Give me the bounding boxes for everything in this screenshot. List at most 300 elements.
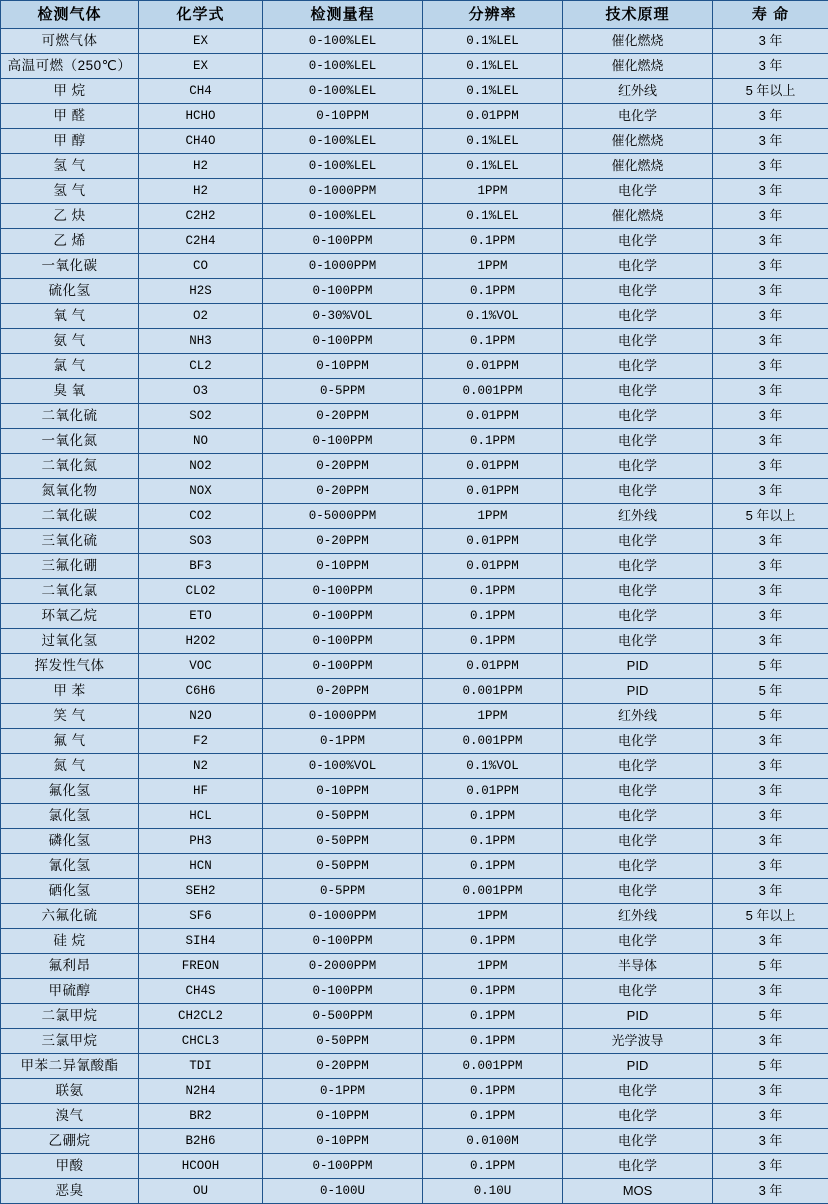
cell-range: 0-100%VOL [263,754,423,779]
cell-technology: 电化学 [563,454,713,479]
cell-lifespan: 3 年 [713,379,828,404]
cell-range: 0-10PPM [263,354,423,379]
cell-formula: NO2 [139,454,263,479]
cell-formula: FREON [139,954,263,979]
cell-formula: NOX [139,479,263,504]
cell-technology: 电化学 [563,1079,713,1104]
table-row [1,54,828,79]
cell-gas: 氟化氢 [1,779,139,804]
cell-gas: 笑 气 [1,704,139,729]
table-row [1,629,828,654]
cell-resolution: 0.1PPM [423,829,563,854]
table-row [1,554,828,579]
cell-range: 0-50PPM [263,1029,423,1054]
cell-technology: 电化学 [563,529,713,554]
cell-resolution: 0.1PPM [423,1104,563,1129]
cell-lifespan: 3 年 [713,554,828,579]
cell-formula: NH3 [139,329,263,354]
cell-lifespan: 3 年 [713,204,828,229]
cell-lifespan: 3 年 [713,854,828,879]
cell-formula: CL2 [139,354,263,379]
cell-resolution: 1PPM [423,904,563,929]
cell-range: 0-20PPM [263,454,423,479]
cell-resolution: 0.01PPM [423,529,563,554]
cell-formula: CH2CL2 [139,1004,263,1029]
table-row [1,179,828,204]
cell-gas: 三氧化硫 [1,529,139,554]
cell-range: 0-100%LEL [263,204,423,229]
cell-range: 0-100PPM [263,604,423,629]
cell-technology: 红外线 [563,79,713,104]
cell-gas: 甲 醇 [1,129,139,154]
cell-gas: 二氧化碳 [1,504,139,529]
cell-range: 0-10PPM [263,1104,423,1129]
cell-resolution: 0.1PPM [423,804,563,829]
cell-resolution: 0.01PPM [423,404,563,429]
table-row [1,454,828,479]
cell-range: 0-50PPM [263,829,423,854]
cell-resolution: 0.001PPM [423,679,563,704]
cell-gas: 二氯甲烷 [1,1004,139,1029]
cell-lifespan: 3 年 [713,429,828,454]
table-row [1,854,828,879]
cell-lifespan: 3 年 [713,929,828,954]
cell-formula: NO [139,429,263,454]
cell-formula: HCHO [139,104,263,129]
cell-technology: 催化燃烧 [563,204,713,229]
cell-gas: 氨 气 [1,329,139,354]
cell-gas: 乙硼烷 [1,1129,139,1154]
cell-range: 0-20PPM [263,479,423,504]
column-header-technology: 技术原理 [563,1,713,29]
cell-lifespan: 3 年 [713,829,828,854]
cell-resolution: 1PPM [423,504,563,529]
cell-resolution: 1PPM [423,954,563,979]
cell-resolution: 0.1PPM [423,329,563,354]
cell-gas: 环氧乙烷 [1,604,139,629]
table-row [1,479,828,504]
cell-formula: O2 [139,304,263,329]
cell-gas: 二氧化氮 [1,454,139,479]
cell-range: 0-5PPM [263,379,423,404]
cell-resolution: 0.001PPM [423,729,563,754]
table-row [1,304,828,329]
cell-technology: PID [563,1004,713,1029]
cell-resolution: 0.001PPM [423,1054,563,1079]
cell-resolution: 0.1%LEL [423,54,563,79]
cell-resolution: 0.1%LEL [423,79,563,104]
column-header-gas: 检测气体 [1,1,139,29]
cell-gas: 硫化氢 [1,279,139,304]
cell-formula: TDI [139,1054,263,1079]
cell-technology: PID [563,1054,713,1079]
cell-lifespan: 3 年 [713,979,828,1004]
cell-lifespan: 5 年 [713,1004,828,1029]
table-header-row [1,1,828,29]
cell-lifespan: 3 年 [713,1154,828,1179]
cell-lifespan: 5 年 [713,679,828,704]
cell-gas: 一氧化氮 [1,429,139,454]
cell-resolution: 0.1PPM [423,979,563,1004]
cell-formula: O3 [139,379,263,404]
cell-range: 0-10PPM [263,779,423,804]
cell-gas: 氟利昂 [1,954,139,979]
cell-range: 0-20PPM [263,1054,423,1079]
cell-technology: 电化学 [563,829,713,854]
cell-formula: N2H4 [139,1079,263,1104]
cell-technology: 电化学 [563,354,713,379]
cell-lifespan: 5 年 [713,654,828,679]
cell-gas: 可燃气体 [1,29,139,54]
cell-lifespan: 3 年 [713,779,828,804]
table-row [1,979,828,1004]
cell-gas: 过氧化氢 [1,629,139,654]
cell-resolution: 1PPM [423,179,563,204]
table-row [1,604,828,629]
cell-formula: CH4S [139,979,263,1004]
cell-technology: 催化燃烧 [563,154,713,179]
cell-resolution: 0.01PPM [423,104,563,129]
cell-lifespan: 3 年 [713,1079,828,1104]
cell-lifespan: 3 年 [713,454,828,479]
cell-technology: 电化学 [563,1104,713,1129]
cell-lifespan: 3 年 [713,229,828,254]
cell-technology: 电化学 [563,279,713,304]
table-row [1,1004,828,1029]
cell-technology: 红外线 [563,704,713,729]
cell-range: 0-10PPM [263,1129,423,1154]
cell-technology: 电化学 [563,1154,713,1179]
cell-technology: 电化学 [563,104,713,129]
table-row [1,204,828,229]
cell-resolution: 0.1%LEL [423,154,563,179]
cell-formula: HCN [139,854,263,879]
cell-formula: CO [139,254,263,279]
cell-resolution: 0.1PPM [423,1154,563,1179]
cell-gas: 二氧化硫 [1,404,139,429]
table-row [1,1079,828,1104]
table-row [1,254,828,279]
table-row [1,579,828,604]
table-row [1,1154,828,1179]
table-row [1,729,828,754]
cell-lifespan: 5 年 [713,704,828,729]
cell-gas: 臭 氧 [1,379,139,404]
cell-technology: 电化学 [563,629,713,654]
cell-range: 0-100PPM [263,654,423,679]
cell-gas: 甲 醛 [1,104,139,129]
cell-lifespan: 3 年 [713,1029,828,1054]
cell-formula: C6H6 [139,679,263,704]
cell-resolution: 0.001PPM [423,379,563,404]
cell-gas: 氯化氢 [1,804,139,829]
cell-range: 0-20PPM [263,529,423,554]
table-row [1,529,828,554]
cell-technology: 催化燃烧 [563,54,713,79]
cell-technology: 光学波导 [563,1029,713,1054]
cell-lifespan: 3 年 [713,354,828,379]
cell-resolution: 0.1%VOL [423,304,563,329]
cell-resolution: 0.1PPM [423,1079,563,1104]
cell-lifespan: 3 年 [713,179,828,204]
cell-range: 0-1PPM [263,729,423,754]
cell-resolution: 0.1%LEL [423,29,563,54]
cell-formula: F2 [139,729,263,754]
cell-range: 0-100%LEL [263,79,423,104]
table-row [1,129,828,154]
table-body [1,29,828,1204]
cell-technology: 电化学 [563,429,713,454]
cell-formula: HCL [139,804,263,829]
cell-technology: 电化学 [563,604,713,629]
cell-gas: 氧 气 [1,304,139,329]
cell-lifespan: 3 年 [713,329,828,354]
cell-formula: SEH2 [139,879,263,904]
cell-gas: 磷化氢 [1,829,139,854]
cell-technology: 电化学 [563,729,713,754]
cell-formula: SF6 [139,904,263,929]
cell-lifespan: 3 年 [713,729,828,754]
cell-resolution: 1PPM [423,704,563,729]
cell-range: 0-50PPM [263,804,423,829]
cell-resolution: 0.1%VOL [423,754,563,779]
cell-resolution: 0.01PPM [423,479,563,504]
cell-gas: 乙 烯 [1,229,139,254]
cell-formula: C2H4 [139,229,263,254]
cell-resolution: 0.1PPM [423,579,563,604]
cell-lifespan: 5 年以上 [713,79,828,104]
cell-gas: 甲酸 [1,1154,139,1179]
cell-range: 0-5000PPM [263,504,423,529]
table-row [1,104,828,129]
cell-lifespan: 5 年 [713,954,828,979]
cell-range: 0-20PPM [263,404,423,429]
cell-resolution: 0.1%LEL [423,204,563,229]
cell-formula: H2 [139,179,263,204]
cell-resolution: 0.10U [423,1179,563,1204]
cell-lifespan: 3 年 [713,104,828,129]
cell-formula: N2 [139,754,263,779]
cell-formula: BF3 [139,554,263,579]
cell-technology: 电化学 [563,879,713,904]
cell-resolution: 0.1PPM [423,229,563,254]
cell-technology: 红外线 [563,904,713,929]
cell-lifespan: 3 年 [713,129,828,154]
cell-lifespan: 3 年 [713,879,828,904]
column-header-resolution: 分辨率 [423,1,563,29]
table-row [1,804,828,829]
cell-resolution: 1PPM [423,254,563,279]
cell-technology: 半导体 [563,954,713,979]
cell-technology: 电化学 [563,179,713,204]
cell-technology: 电化学 [563,929,713,954]
cell-resolution: 0.01PPM [423,454,563,479]
cell-lifespan: 3 年 [713,254,828,279]
table-row [1,1129,828,1154]
cell-formula: VOC [139,654,263,679]
cell-range: 0-2000PPM [263,954,423,979]
table-row [1,354,828,379]
cell-technology: 电化学 [563,254,713,279]
cell-gas: 硅 烷 [1,929,139,954]
cell-range: 0-30%VOL [263,304,423,329]
cell-range: 0-100PPM [263,979,423,1004]
cell-range: 0-1000PPM [263,179,423,204]
cell-gas: 甲硫醇 [1,979,139,1004]
cell-lifespan: 5 年以上 [713,504,828,529]
cell-resolution: 0.1PPM [423,1029,563,1054]
cell-gas: 氢 气 [1,179,139,204]
cell-formula: EX [139,54,263,79]
table-row [1,1179,828,1204]
cell-formula: H2S [139,279,263,304]
table-row [1,679,828,704]
cell-formula: PH3 [139,829,263,854]
cell-technology: 电化学 [563,1129,713,1154]
cell-lifespan: 3 年 [713,29,828,54]
cell-range: 0-100PPM [263,629,423,654]
cell-range: 0-50PPM [263,854,423,879]
cell-range: 0-100%LEL [263,129,423,154]
table-row [1,504,828,529]
cell-formula: BR2 [139,1104,263,1129]
table-row [1,704,828,729]
cell-range: 0-1000PPM [263,704,423,729]
cell-technology: PID [563,654,713,679]
cell-resolution: 0.01PPM [423,354,563,379]
cell-gas: 溴气 [1,1104,139,1129]
cell-technology: MOS [563,1179,713,1204]
table-row [1,754,828,779]
cell-resolution: 0.1PPM [423,929,563,954]
cell-lifespan: 3 年 [713,804,828,829]
cell-technology: 电化学 [563,754,713,779]
table-row [1,954,828,979]
cell-resolution: 0.1PPM [423,604,563,629]
cell-gas: 甲苯二异氰酸酯 [1,1054,139,1079]
cell-lifespan: 3 年 [713,304,828,329]
table-row [1,404,828,429]
cell-lifespan: 3 年 [713,1104,828,1129]
cell-range: 0-10PPM [263,554,423,579]
cell-resolution: 0.0100M [423,1129,563,1154]
cell-range: 0-100%LEL [263,54,423,79]
cell-lifespan: 5 年以上 [713,904,828,929]
cell-gas: 一氧化碳 [1,254,139,279]
table-row [1,904,828,929]
cell-lifespan: 3 年 [713,279,828,304]
cell-technology: 电化学 [563,579,713,604]
cell-technology: 电化学 [563,779,713,804]
cell-range: 0-100PPM [263,579,423,604]
cell-gas: 挥发性气体 [1,654,139,679]
cell-formula: SIH4 [139,929,263,954]
cell-technology: 电化学 [563,229,713,254]
cell-range: 0-100%LEL [263,154,423,179]
cell-gas: 高温可燃（250℃） [1,54,139,79]
cell-formula: B2H6 [139,1129,263,1154]
cell-technology: 电化学 [563,479,713,504]
cell-gas: 氮氧化物 [1,479,139,504]
column-header-formula: 化学式 [139,1,263,29]
cell-technology: 电化学 [563,379,713,404]
cell-gas: 联氨 [1,1079,139,1104]
table-row [1,1029,828,1054]
cell-gas: 硒化氢 [1,879,139,904]
table-row [1,279,828,304]
table-row [1,29,828,54]
cell-formula: HCOOH [139,1154,263,1179]
cell-range: 0-100PPM [263,229,423,254]
cell-formula: CH4O [139,129,263,154]
table-row [1,829,828,854]
cell-resolution: 0.1PPM [423,629,563,654]
table-row [1,229,828,254]
cell-technology: 电化学 [563,404,713,429]
cell-formula: CH4 [139,79,263,104]
table-row [1,79,828,104]
cell-lifespan: 3 年 [713,754,828,779]
cell-range: 0-100U [263,1179,423,1204]
table-row [1,1104,828,1129]
cell-lifespan: 3 年 [713,529,828,554]
table-row [1,779,828,804]
cell-formula: CHCL3 [139,1029,263,1054]
table-row [1,1054,828,1079]
cell-formula: ETO [139,604,263,629]
table-row [1,654,828,679]
cell-resolution: 0.001PPM [423,879,563,904]
cell-lifespan: 3 年 [713,479,828,504]
cell-gas: 恶臭 [1,1179,139,1204]
cell-range: 0-100%LEL [263,29,423,54]
cell-technology: 催化燃烧 [563,129,713,154]
cell-range: 0-1PPM [263,1079,423,1104]
cell-formula: CLO2 [139,579,263,604]
cell-gas: 甲 苯 [1,679,139,704]
cell-gas: 氰化氢 [1,854,139,879]
cell-gas: 氟 气 [1,729,139,754]
cell-gas: 三氟化硼 [1,554,139,579]
cell-formula: N2O [139,704,263,729]
cell-range: 0-100PPM [263,1154,423,1179]
cell-lifespan: 3 年 [713,1129,828,1154]
table-row [1,329,828,354]
cell-lifespan: 3 年 [713,629,828,654]
cell-lifespan: 3 年 [713,154,828,179]
table-row [1,429,828,454]
cell-technology: 电化学 [563,979,713,1004]
cell-range: 0-100PPM [263,279,423,304]
cell-technology: PID [563,679,713,704]
cell-range: 0-10PPM [263,104,423,129]
cell-resolution: 0.1PPM [423,1004,563,1029]
cell-formula: SO3 [139,529,263,554]
cell-range: 0-1000PPM [263,904,423,929]
cell-resolution: 0.01PPM [423,554,563,579]
cell-resolution: 0.1PPM [423,854,563,879]
cell-lifespan: 3 年 [713,1179,828,1204]
cell-formula: EX [139,29,263,54]
cell-gas: 甲 烷 [1,79,139,104]
cell-technology: 电化学 [563,804,713,829]
column-header-range: 检测量程 [263,1,423,29]
cell-gas: 氯 气 [1,354,139,379]
cell-resolution: 0.01PPM [423,779,563,804]
cell-technology: 电化学 [563,854,713,879]
cell-range: 0-100PPM [263,329,423,354]
cell-technology: 催化燃烧 [563,29,713,54]
